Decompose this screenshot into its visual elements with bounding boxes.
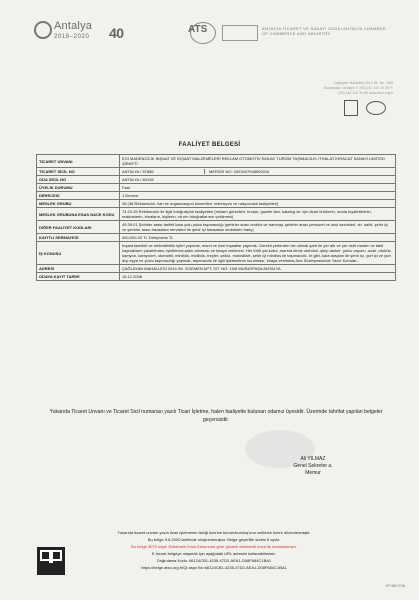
footer-line-3: Bu belge 5070 sayılı Elektronik İmza Kanununa göre güvenli elektronik imza ile imzalanmıştır. — [131, 544, 297, 549]
row-value-address: ÇAĞLAYAN MAHALLESİ 2014 SK. EGEMEN APT. SIT. NO: 19/8 MURATPAŞA ANTALYA — [120, 265, 396, 273]
trade-registry-number: ANTALYA / 57886 — [122, 169, 205, 174]
antalya-logo-text: Antalya — [54, 20, 93, 32]
table-row — [37, 184, 396, 192]
chamber-contact: Çağlayan Mahallesi 2014 Sk. No: 18/8 Muratpaşa / Antalya T: (90) 242 310 10 00 F: (90) 242 310 10 66 www.atso.org.tr — [323, 81, 393, 95]
antalya-years: 2018–2020 — [54, 34, 90, 40]
iso-icon — [366, 101, 386, 115]
row-value-grade: 1.Derece — [120, 192, 396, 200]
antalya-logo-icon — [34, 21, 52, 39]
qr-code-center-icon — [49, 559, 53, 563]
certificate-summary: Yukarıda Ticaret Unvanı ve Ticaret Sicil numarası yazılı Ticari İşletme, halen faaliyette bulunan odamız üyesidir. Üzerinde tahrifat yapılan belgeler geçersizdir. — [49, 409, 383, 423]
row-label-address: ADRESİ — [37, 265, 120, 273]
row-label-nace-code: MESLEK GRUBUNA ESAS NACE KODU — [37, 208, 120, 221]
table-row — [37, 155, 396, 168]
verification-footer — [34, 529, 394, 571]
document-title: FAALİYET BELGESİ — [178, 142, 241, 148]
qr-code-icon[interactable] — [37, 547, 65, 575]
document-code: KF.980.F08 — [385, 584, 405, 588]
row-value-chamber-registry: ANTALYA / 60145 — [120, 176, 396, 184]
row-value-trade-registry — [120, 168, 396, 176]
table-row — [37, 265, 396, 273]
row-label-registration-date: ODAYA KAYIT TARİHİ — [37, 273, 120, 281]
table-row — [37, 200, 396, 208]
row-value-registration-date: 16.12.2008 — [120, 273, 396, 281]
signature-block — [273, 456, 353, 477]
row-value-trade-name: EGİ MADENCİLİK İNŞAAT VE İNŞAAT MALZEMELERİ REKLAM OTOMOTİV EMLAK TURİZM TAŞIMACILIK İTHALAT İHRACAT SANAYİ LİMİTED ŞİRKETİ — [120, 155, 396, 168]
row-value-registered-capital: 400,000.00 TL Dörtyüzbin TL — [120, 234, 396, 242]
row-value-nace-code: 74.20.26 Reklamcılık ile ilgili fotoğrafçılık faaliyetleri (reklam görselleri, broşür, gazete ilan, katalog vb. için ticari ürünlerin, moda kıyafetlerinin, makinelerin, binaların, kişilerin, vb.nin fotoğraflarının çekilmesi) — [120, 208, 396, 221]
signatory-name: Ali YILMAZ — [300, 456, 326, 462]
tobb-icon — [344, 100, 358, 116]
row-label-other-activity-codes: DİĞER FAALİYET KODLARI — [37, 221, 120, 234]
footer-line-2: Bu belge 9.6.2020 tarihinde oluşturulmuştur. Belge geçerlilik süresi 6 aydır. — [147, 537, 281, 542]
antalya-suffix: 40 — [109, 25, 124, 41]
footer-line-5: Doğrulama Kodu: 66124CB1-4235-47D2-AEA1-D08F684C1BA1 — [156, 558, 272, 563]
table-row — [37, 168, 396, 176]
row-label-business-subject: İŞ KONUSU — [37, 242, 120, 265]
table-row — [37, 234, 396, 242]
chamber-name: ANTALYA TİCARET VE SANAYİ ODASI ANTALYA CHAMBER OF COMMERCE AND INDUSTRY — [262, 26, 386, 36]
footer-line-6[interactable]: https://belge.atso.org.tr/Qr.aspx?id=66124CB1-4235-47D2-AEA1-D08F684C1BA1 — [141, 565, 287, 570]
mersis-number: MERSİS NO: 0323047948900010 — [209, 169, 270, 174]
row-value-membership-status: Faal — [120, 184, 396, 192]
table-row — [37, 192, 396, 200]
footer-line-4: E-İmzalı belgeye ulaşmak için aşağıdaki URL adresini kullanabilirsiniz. — [151, 551, 277, 556]
table-row — [37, 242, 396, 265]
row-label-trade-registry: TİCARET SİCİL NO — [37, 168, 120, 176]
row-label-registered-capital: KAYITLI SERMAYESİ — [37, 234, 120, 242]
row-label-chamber-registry: ODA SİCİL NO — [37, 176, 120, 184]
signatory-role: Genel Sekreter a. — [293, 463, 333, 469]
row-value-professional-group: 38 (38.Reklamcılık, ilan ve organizasyon hizmetleri, televizyon ve radyoculuk faaliyetleri) — [120, 200, 396, 208]
trade-registry-split — [122, 169, 393, 174]
ats-logo-text: ATS — [188, 24, 208, 35]
table-row — [37, 208, 396, 221]
row-label-trade-name: TİCARET UNVANI — [37, 155, 120, 168]
row-label-membership-status: ÜYELİK DURUMU — [37, 184, 120, 192]
table-row — [37, 221, 396, 234]
signatory-title: Memur — [305, 470, 321, 476]
table-row — [37, 176, 396, 184]
row-value-business-subject: İnşaat taahhüt ve müteahhitlik işleri yapmak, resmi ve özel inşaatlar yapmak. Gerekli yerlerden izin almak şartı ile yer altı ve yer üstü maden ve tabii kaynakların çıkartılması, işletilmesi,satın alınması ve kiraya verilmesi. Her türlü yat,kotra ,marina deniz otobüsü ,şilep tanker ,yolcu vapuru ,ucak ,otobüs, kamyon, kamyonet, otomobil, minibüs, midibüs, treyler, çekici, motosiklet, şehir içi minibüs ile taşımacılık, tır gibi, kara araçları ile şehir içi, yurt içi ve yurt dışı eşya ve yolcu taşımacılığı yapmak, taşımacılık ile ilgili işletmelerin kurulması, kiraya verilmesi,Ana Sözleşmesinde Yazılı Konular... — [120, 242, 396, 265]
footer-line-1: Yukarıda ticaret unvanı yazılı ticari işletmenin isteği üzerine kurum/kuruluş'una verilmek üzere düzenlenmiştir. — [117, 530, 311, 535]
table-row — [37, 273, 396, 281]
chamber-logo-icon — [222, 25, 258, 41]
row-label-grade: DERECESİ — [37, 192, 120, 200]
row-value-other-activity-codes: 49.39.01 Şehirler arası tarifeli kara yolu yolcu taşımacılığı (şehirler arası otobüs ve tramvay, şehirler arası personel ve okul servisleri, vb. dahil, şehir içi ve şehirler arası havaalanı servisleri ile şehir içi havaalanı otobüsleri hariç) — [120, 221, 396, 234]
activity-certificate-table — [36, 154, 396, 281]
row-label-professional-group: MESLEK GRUBU — [37, 200, 120, 208]
